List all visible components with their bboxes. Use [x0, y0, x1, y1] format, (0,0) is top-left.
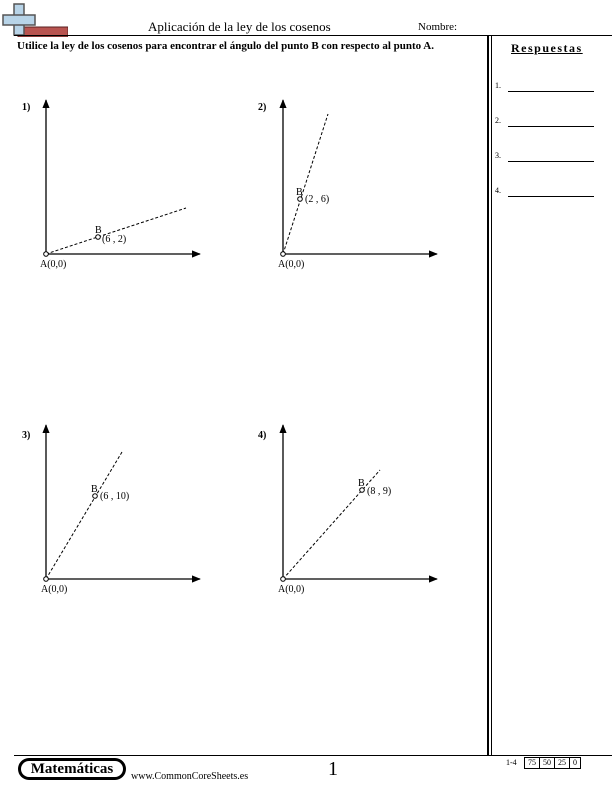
- answer-number: 2.: [495, 116, 501, 125]
- problem-number: 2): [258, 102, 267, 113]
- ray-ab: [46, 452, 122, 579]
- problem-2: [258, 100, 437, 270]
- point-b-label: B: [358, 478, 365, 489]
- point-b-coords: (6 , 2): [102, 234, 127, 245]
- answer-number: 4.: [495, 186, 501, 195]
- problem-1: [22, 100, 200, 270]
- score-cell: 25: [555, 758, 570, 769]
- ray-ab: [46, 208, 186, 254]
- origin-label: A(0,0): [41, 584, 68, 595]
- point-a: [281, 577, 286, 582]
- score-range: 1-4: [506, 758, 517, 767]
- point-a: [44, 577, 49, 582]
- problem-4: [258, 425, 437, 595]
- point-a: [281, 252, 286, 257]
- answer-number: 3.: [495, 151, 501, 160]
- answer-number: 1.: [495, 81, 501, 90]
- problem-number: 4): [258, 430, 267, 441]
- name-label: Nombre:: [418, 21, 458, 33]
- point-b-coords: (8 , 9): [367, 486, 392, 497]
- score-cell: 75: [525, 758, 540, 769]
- score-cell: 0: [570, 758, 581, 769]
- origin-label: A(0,0): [40, 259, 67, 270]
- website-link[interactable]: www.CommonCoreSheets.es: [131, 771, 249, 782]
- score-cell: 50: [540, 758, 555, 769]
- point-b-label: B: [296, 187, 303, 198]
- problem-3: [22, 425, 200, 595]
- subject-badge: [18, 758, 126, 780]
- answers-title: Respuestas: [511, 41, 583, 55]
- footer-divider: [14, 755, 612, 756]
- instructions: Utilice la ley de los cosenos para encontrar el ángulo del punto B con respecto al punto A.: [17, 40, 434, 52]
- origin-label: A(0,0): [278, 584, 305, 595]
- origin-label: A(0,0): [278, 259, 305, 270]
- page-number: 1: [328, 758, 338, 780]
- subject-label: Matemáticas: [21, 761, 123, 777]
- score-table: [524, 757, 581, 769]
- point-b-label: B: [95, 225, 102, 236]
- point-a: [44, 252, 49, 257]
- ray-ab: [283, 114, 328, 254]
- point-b-label: B: [91, 484, 98, 495]
- point-b-coords: (6 , 10): [100, 491, 130, 502]
- ray-ab: [283, 470, 380, 579]
- point-b-coords: (2 , 6): [305, 194, 330, 205]
- problem-number: 3): [22, 430, 31, 441]
- page-title: Aplicación de la ley de los cosenos: [148, 19, 331, 34]
- problem-number: 1): [22, 102, 31, 113]
